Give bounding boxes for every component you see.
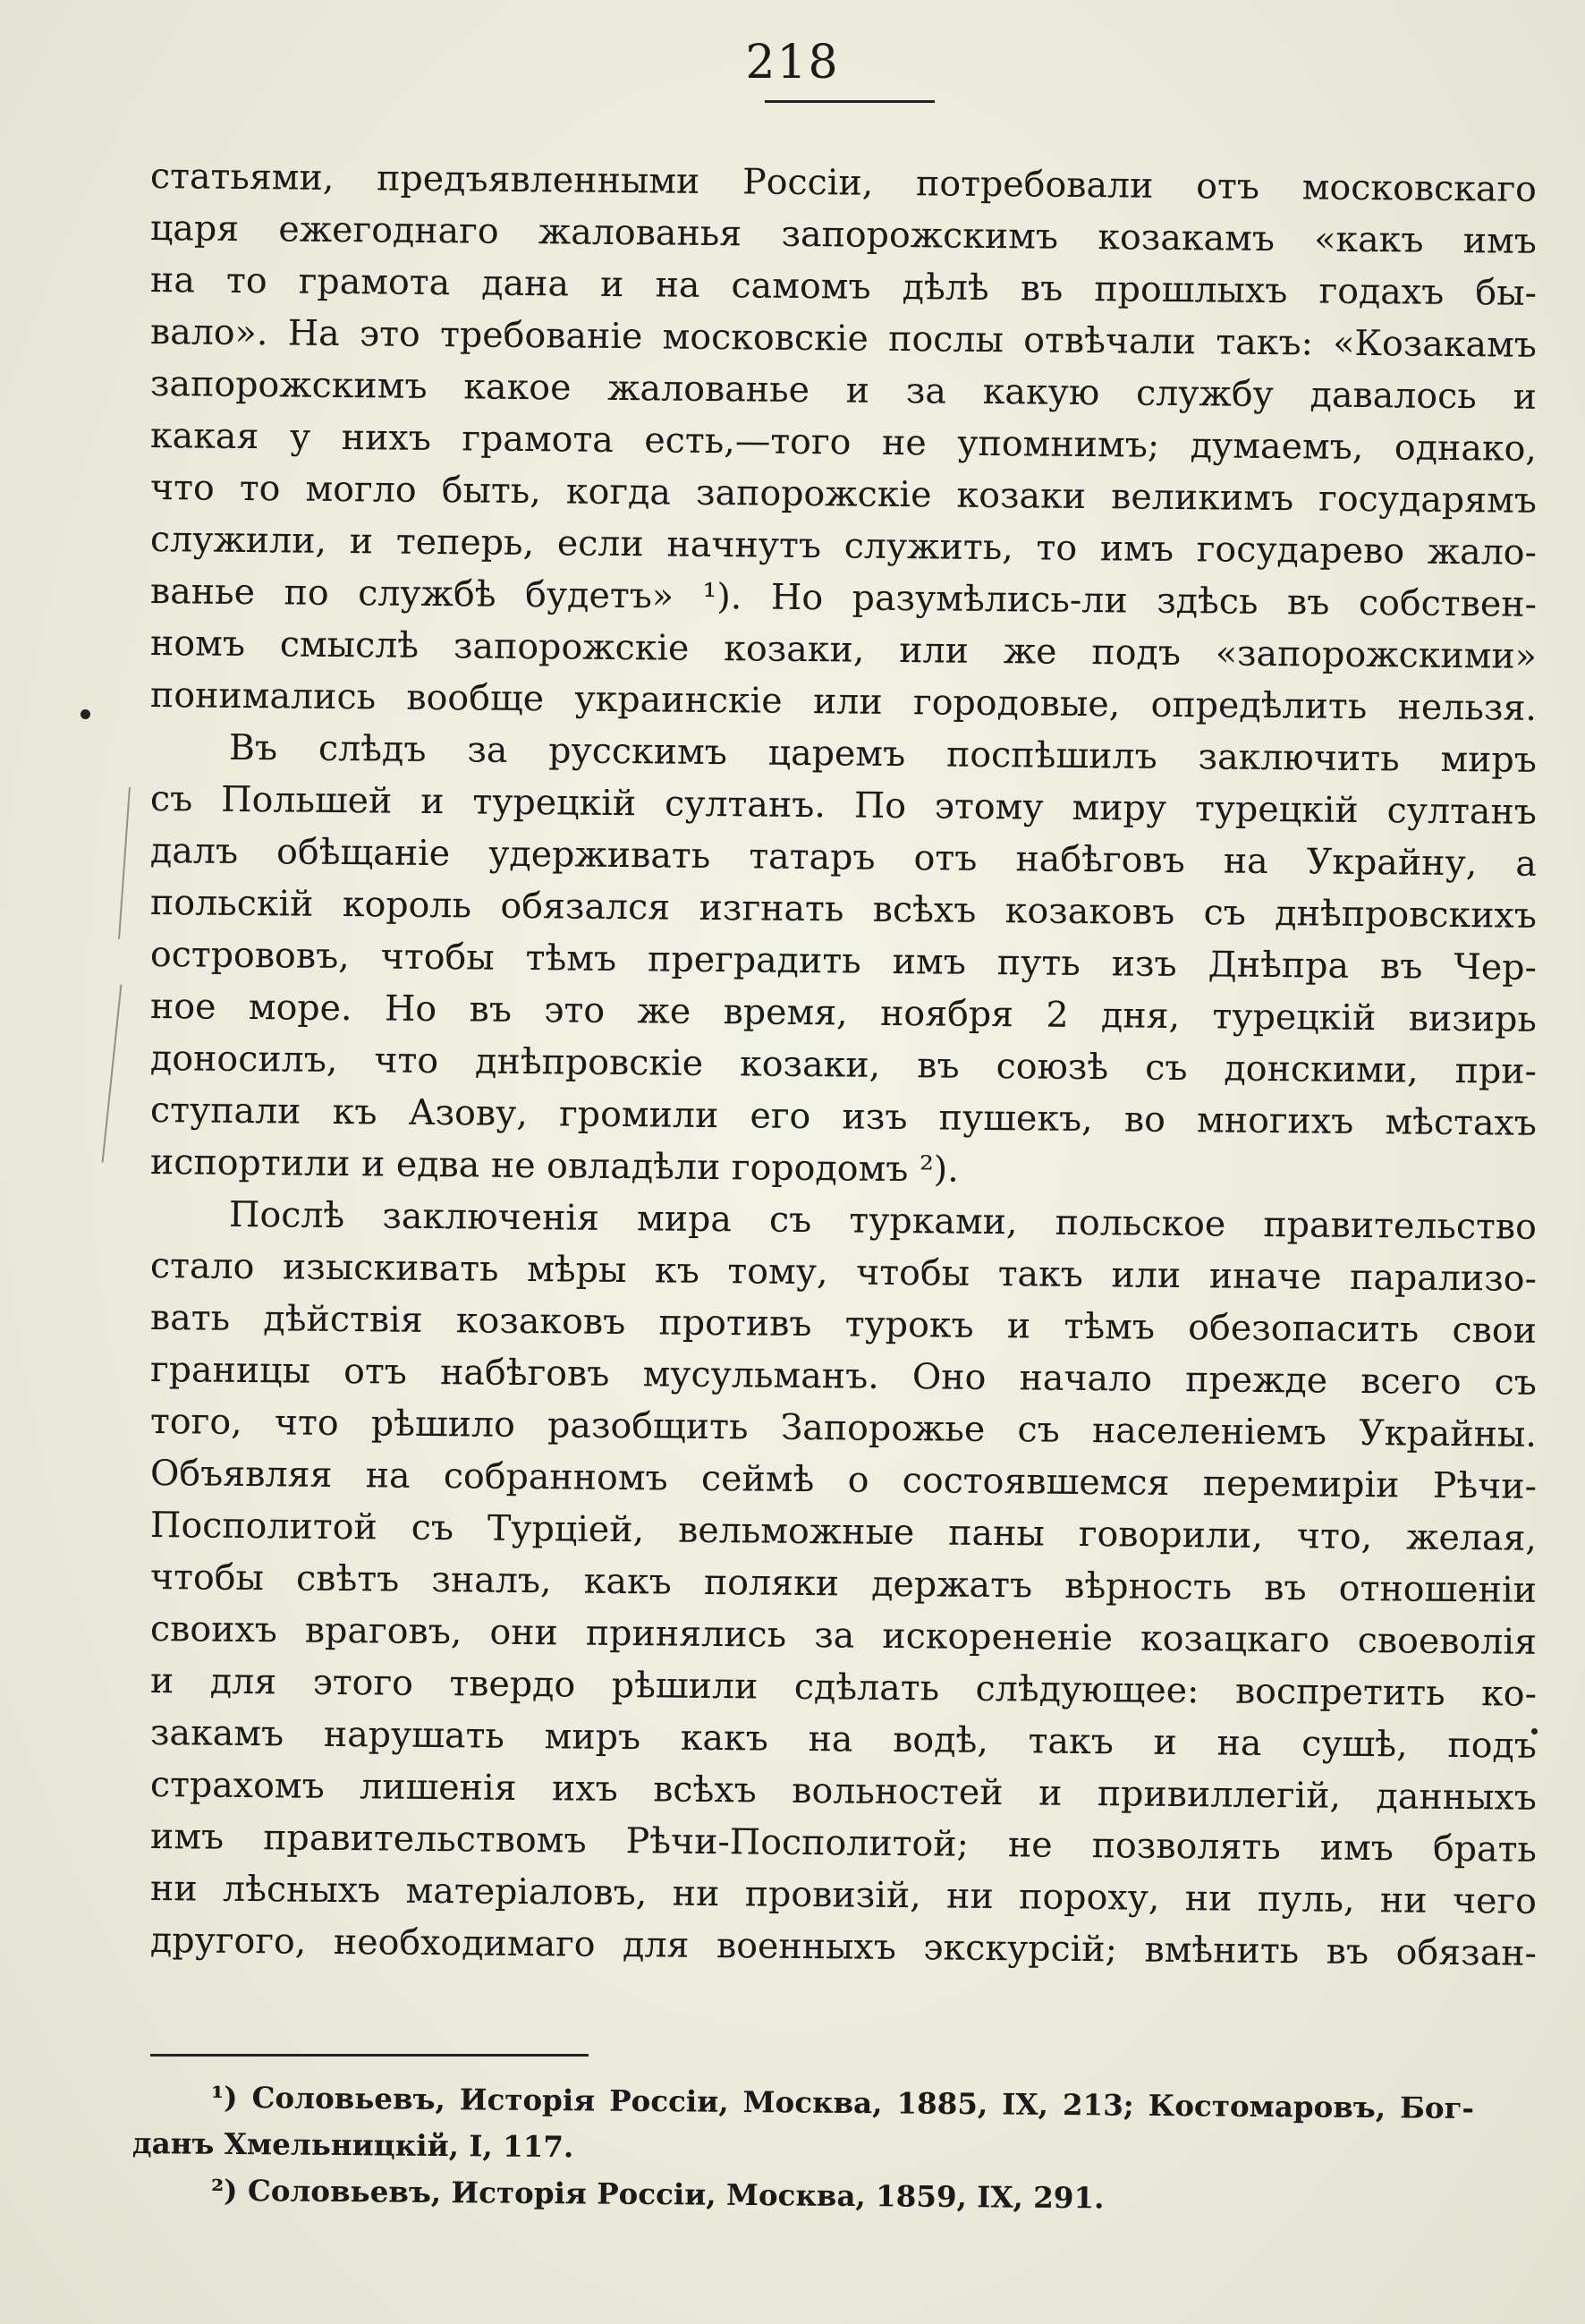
body-line: границы отъ набѣговъ мусульманъ. Оно начало прежде всего съ [149, 1349, 1538, 1404]
body-line: чтобы свѣтъ зналъ, какъ поляки держатъ вѣрность въ отношеніи [149, 1556, 1538, 1611]
pencil-margin-mark [118, 787, 131, 939]
body-line: закамъ нарушать миръ какъ на водѣ, такъ и на сушѣ, подъ [149, 1712, 1538, 1767]
page-number-rule [765, 100, 935, 103]
body-line: статьями, предъявленными Россіи, потребовали отъ московскаго [149, 156, 1538, 210]
body-line: что то могло быть, когда запорожскіе козаки великимъ государямъ [149, 467, 1538, 522]
body-line: Посполитой съ Турціей, вельможные паны говорили, что, желая, [149, 1505, 1538, 1559]
footnotes [131, 2074, 1475, 2216]
footnote-line: ²) Соловьевъ, Исторія Россіи, Москва, 1859, IX, 291. [210, 2172, 1105, 2216]
footnote-rule [150, 2054, 589, 2057]
body-line: и для этого твердо рѣшили сдѣлать слѣдующее: воспретить ко- [149, 1660, 1538, 1715]
body-line: стало изыскивать мѣры къ тому, чтобы такъ или иначе парализо- [149, 1245, 1538, 1300]
footnote-line: данъ Хмельницкій, I, 117. [131, 2125, 574, 2165]
body-line: понимались вообще украинскіе или городовые, опредѣлить нельзя. [149, 674, 1538, 729]
body-line: польскій король обязался изгнать всѣхъ козаковъ съ днѣпровскихъ [149, 882, 1538, 937]
body-line: испортили и едва не овладѣли городомъ ²). [149, 1141, 960, 1191]
margin-dot-mark [81, 709, 90, 719]
body-line: Въ слѣдъ за русскимъ царемъ поспѣшилъ заключить миръ [228, 726, 1538, 781]
body-line: вало». На это требованіе московскіе послы отвѣчали такъ: «Козакамъ [149, 311, 1538, 366]
body-line: вать дѣйствія козаковъ противъ турокъ и тѣмъ обезопасить свои [149, 1297, 1538, 1352]
body-line: острововъ, чтобы тѣмъ преградить имъ путь изъ Днѣпра въ Чер- [149, 934, 1538, 988]
body-line: Объявляя на собранномъ сеймѣ о состоявшемся перемиріи Рѣчи- [149, 1453, 1538, 1507]
body-line: съ Польшей и турецкій султанъ. По этому миру турецкій султанъ [149, 778, 1538, 833]
body-line: служили, и теперь, если начнутъ служить, то имъ государево жало- [149, 519, 1538, 573]
body-line: какая у нихъ грамота есть,—того не упомнимъ; думаемъ, однако, [149, 415, 1538, 470]
body-line: далъ обѣщаніе удерживать татаръ отъ набѣговъ на Украйну, а [149, 830, 1538, 885]
body-line: на то грамота дана и на самомъ дѣлѣ въ прошлыхъ годахъ бы- [149, 259, 1538, 314]
pencil-margin-mark [102, 984, 123, 1162]
body-line: того, что рѣшило разобщить Запорожье съ населеніемъ Украйны. [149, 1401, 1538, 1455]
body-line: Послѣ заключенія мира съ турками, польское правительство [228, 1193, 1538, 1248]
body-line: ное море. Но въ это же время, ноября 2 дня, турецкій визирь [149, 986, 1538, 1040]
body-line: ни лѣсныхъ матеріаловъ, ни провизій, ни пороху, ни пуль, ни чего [149, 1868, 1538, 1922]
body-line: царя ежегоднаго жалованья запорожскимъ козакамъ «какъ имъ [149, 208, 1538, 262]
body-line: запорожскимъ какое жалованье и за какую службу давалось и [149, 363, 1538, 418]
body-line: имъ правительствомъ Рѣчи-Посполитой; не позволять имъ брать [149, 1816, 1538, 1870]
body-text [149, 150, 1538, 1974]
body-line: страхомъ лишенія ихъ всѣхъ вольностей и привиллегій, данныхъ [149, 1764, 1538, 1819]
body-line: доносилъ, что днѣпровскіе козаки, въ союзѣ съ донскими, при- [149, 1038, 1538, 1092]
footnote-line: ¹) Соловьевъ, Исторія Россіи, Москва, 1885, IX, 213; Костомаровъ, Бог- [210, 2079, 1475, 2126]
body-line: ванье по службѣ будетъ» ¹). Но разумѣлись-ли здѣсь въ собствен- [149, 571, 1538, 625]
body-line: номъ смыслѣ запорожскіе козаки, или же подъ «запорожскими» [149, 623, 1538, 677]
body-line: своихъ враговъ, они принялись за искорененіе козацкаго своеволія [149, 1608, 1538, 1663]
body-line: другого, необходимаго для военныхъ экскурсій; вмѣнить въ обязан- [149, 1920, 1538, 1974]
body-line: ступали къ Азову, громили его изъ пушекъ, во многихъ мѣстахъ [149, 1090, 1538, 1144]
page-number: 218 [745, 36, 840, 89]
